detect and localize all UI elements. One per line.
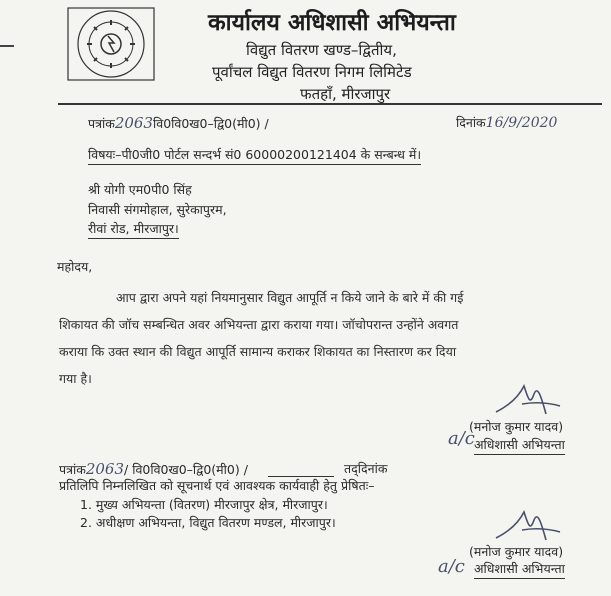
salutation: महोदय,	[57, 259, 93, 274]
body-line: कराया कि उक्त स्थान की विद्युत आपूर्ति सामान्य कराकर शिकायत का निस्तारण कर दिया	[59, 344, 457, 359]
copy-item: 1. मुख्य अभियन्ता (वितरण) मीरजापुर क्षेत्र, मीरजापुर।	[80, 497, 328, 512]
copy-reference-line	[59, 460, 248, 478]
copy-item: 2. अधीक्षण अभियन्ता, विद्युत वितरण मण्डल, मीरजापुर।	[80, 515, 336, 530]
same-date-label: तद्‌दिनांक	[344, 461, 388, 476]
date-label: दिनांक	[456, 115, 486, 130]
organization-seal-logo	[66, 6, 156, 82]
copy-reference-label: पत्रांक	[59, 462, 86, 477]
signatory-designation: अधिशासी अभियन्ता	[474, 560, 565, 579]
copy-intro: प्रतिलिपि निम्नलिखित को सूचनार्थ एवं आवश्यक कार्यवाही हेतु प्रेषितः–	[59, 478, 375, 493]
handwritten-signature-1	[488, 380, 568, 420]
date-value: 16/9/2020	[485, 115, 558, 131]
copy-reference-number: 2063	[85, 460, 125, 478]
division-name: विद्युत वितरण खण्ड–द्वितीय,	[246, 41, 397, 59]
signature-initials: a/c	[448, 428, 475, 449]
reference-code: वि0वि0ख0–द्वि0(मी0) /	[153, 116, 269, 131]
reference-line	[88, 114, 269, 132]
subject-line: विषयः–पी0जी0 पोर्टल सन्दर्भ सं0 60000200121404 के सन्बन्ध में।	[88, 146, 421, 165]
copy-reference-code: / वि0वि0ख0–द्वि0(मी0) /	[124, 462, 248, 477]
office-location: फतहाँ, मीरजापुर	[300, 85, 391, 103]
body-line: गया है।	[59, 371, 92, 386]
signatory-designation: अधिशासी अभियन्ता	[474, 436, 565, 455]
recipient-address-line: निवासी संगमोहाल, सुरेकापुरम,	[88, 202, 227, 217]
signature-initials: a/c	[438, 556, 465, 577]
reference-label: पत्रांक	[88, 116, 115, 131]
office-title: कार्यालय अधिशासी अभियन्ता	[208, 10, 456, 36]
header-divider	[58, 103, 602, 105]
edge-mark	[0, 45, 14, 47]
company-name: पूर्वांचल विद्युत वितरण निगम लिमिटेड	[212, 63, 412, 81]
body-line: आप द्वारा अपने यहां नियमानुसार विद्युत आपूर्ति न किये जाने के बारे में की गई	[116, 290, 464, 305]
date-line	[456, 114, 557, 131]
body-line: शिकायत की जॉच सम्बन्धित अवर अभियन्ता द्वारा कराया गया। जॉचोपरान्त उन्होंने अवगत	[59, 317, 459, 332]
recipient-city-line: रीवां रोड, मीरजापुर।	[88, 220, 179, 239]
reference-number: 2063	[114, 114, 154, 132]
signatory-name: (मनोज कुमार यादव)	[469, 544, 564, 559]
signatory-name: (मनोज कुमार यादव)	[469, 419, 564, 434]
recipient-name: श्री योगी एम0पी0 सिंह	[88, 182, 192, 197]
handwritten-signature-2	[488, 506, 568, 546]
